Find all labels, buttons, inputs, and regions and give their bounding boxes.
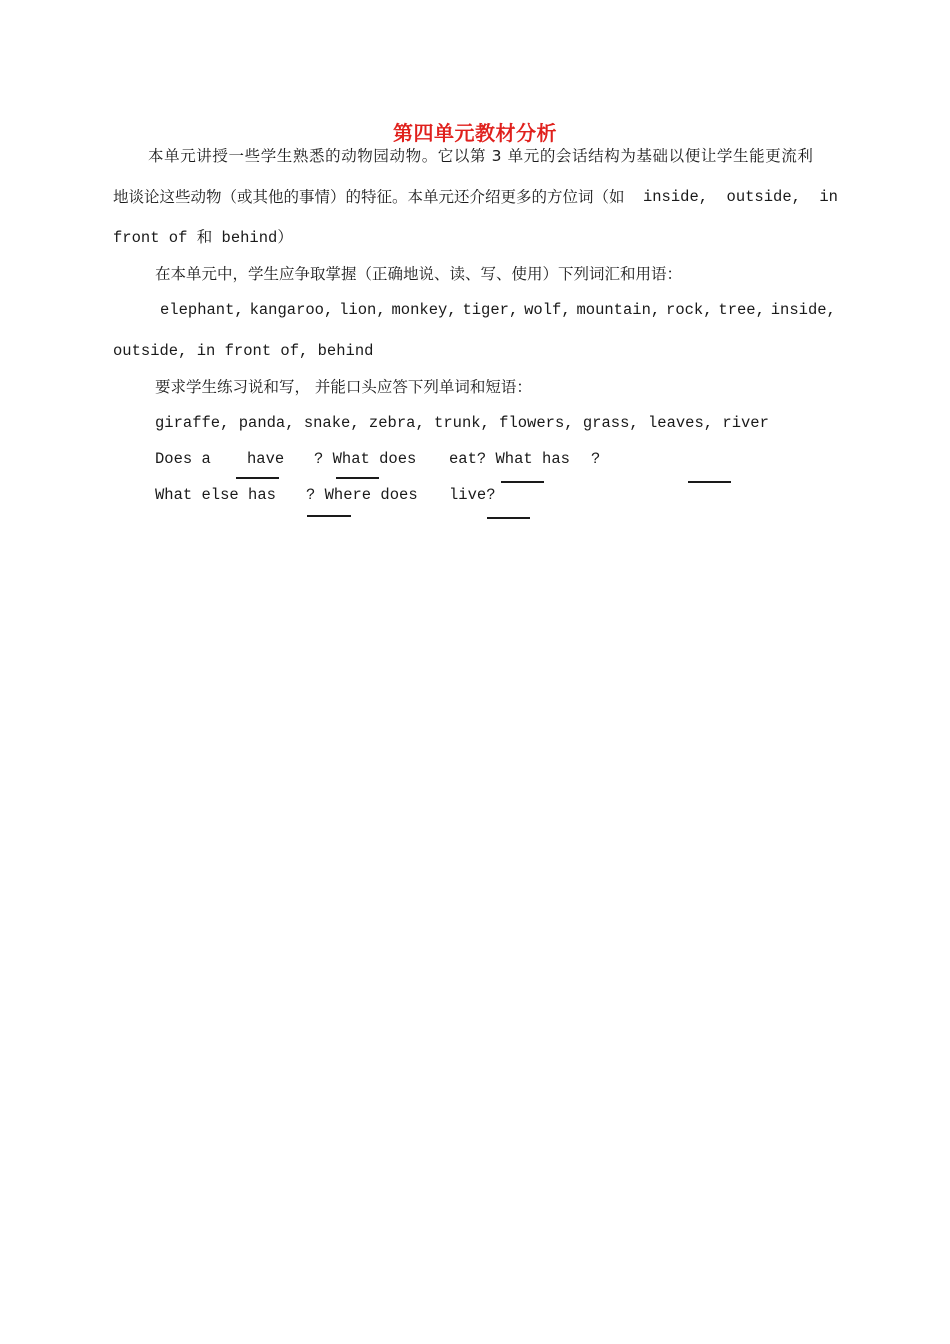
vocab-word: mountain,: [576, 301, 661, 319]
mastery-word-list: [160, 300, 836, 320]
mastery-word-list-continued: outside, in front of, behind: [113, 342, 374, 360]
answer-blank: [236, 477, 279, 479]
intro-line-2: [113, 187, 838, 207]
vocab-word: monkey,: [391, 301, 457, 319]
vocab-word: kangaroo,: [249, 301, 334, 319]
vocab-word: lion,: [339, 301, 386, 319]
document-title: 第四单元教材分析: [393, 121, 557, 145]
question-fragment: eat? What has: [449, 450, 570, 468]
vocab-word: tiger,: [462, 301, 519, 319]
practice-word-list: giraffe, panda, snake, zebra, trunk, flowers, grass, leaves, river: [155, 414, 769, 432]
answer-blank: [688, 481, 731, 483]
vocab-word: inside,: [770, 301, 836, 319]
vocab-word: wolf,: [524, 301, 571, 319]
question-fragment: ? What does: [314, 450, 417, 468]
answer-blank: [336, 477, 379, 479]
intro-word: outside,: [726, 188, 801, 206]
question-fragment: ?: [591, 450, 601, 468]
question-fragment: ? Where does: [306, 486, 418, 504]
intro-line-3: front of 和 behind）: [113, 229, 293, 247]
mastery-intro: 在本单元中，学生应争取掌握（正确地说、读、写、使用）下列词汇和用语：: [155, 265, 683, 283]
intro-word: inside,: [642, 188, 709, 206]
question-fragment: have: [247, 450, 285, 468]
intro-line-2-text: 地谈论这些动物（或其他的事情）的特征。本单元还介绍更多的方位词（如: [113, 188, 625, 206]
intro-word: in: [819, 188, 838, 206]
question-fragment: What else has: [155, 486, 276, 504]
vocab-word: tree,: [718, 301, 765, 319]
practice-intro: 要求学生练习说和写， 并能口头应答下列单词和短语：: [155, 378, 532, 396]
intro-line-1: 本单元讲授一些学生熟悉的动物园动物。它以第 3 单元的会话结构为基础以便让学生能更流利: [148, 147, 814, 165]
vocab-word: rock,: [666, 301, 713, 319]
answer-blank: [487, 517, 530, 519]
question-fragment: Does a: [155, 450, 211, 468]
question-fragment: live?: [449, 486, 496, 504]
answer-blank: [307, 515, 351, 517]
vocab-word: elephant,: [160, 301, 244, 319]
answer-blank: [501, 481, 544, 483]
